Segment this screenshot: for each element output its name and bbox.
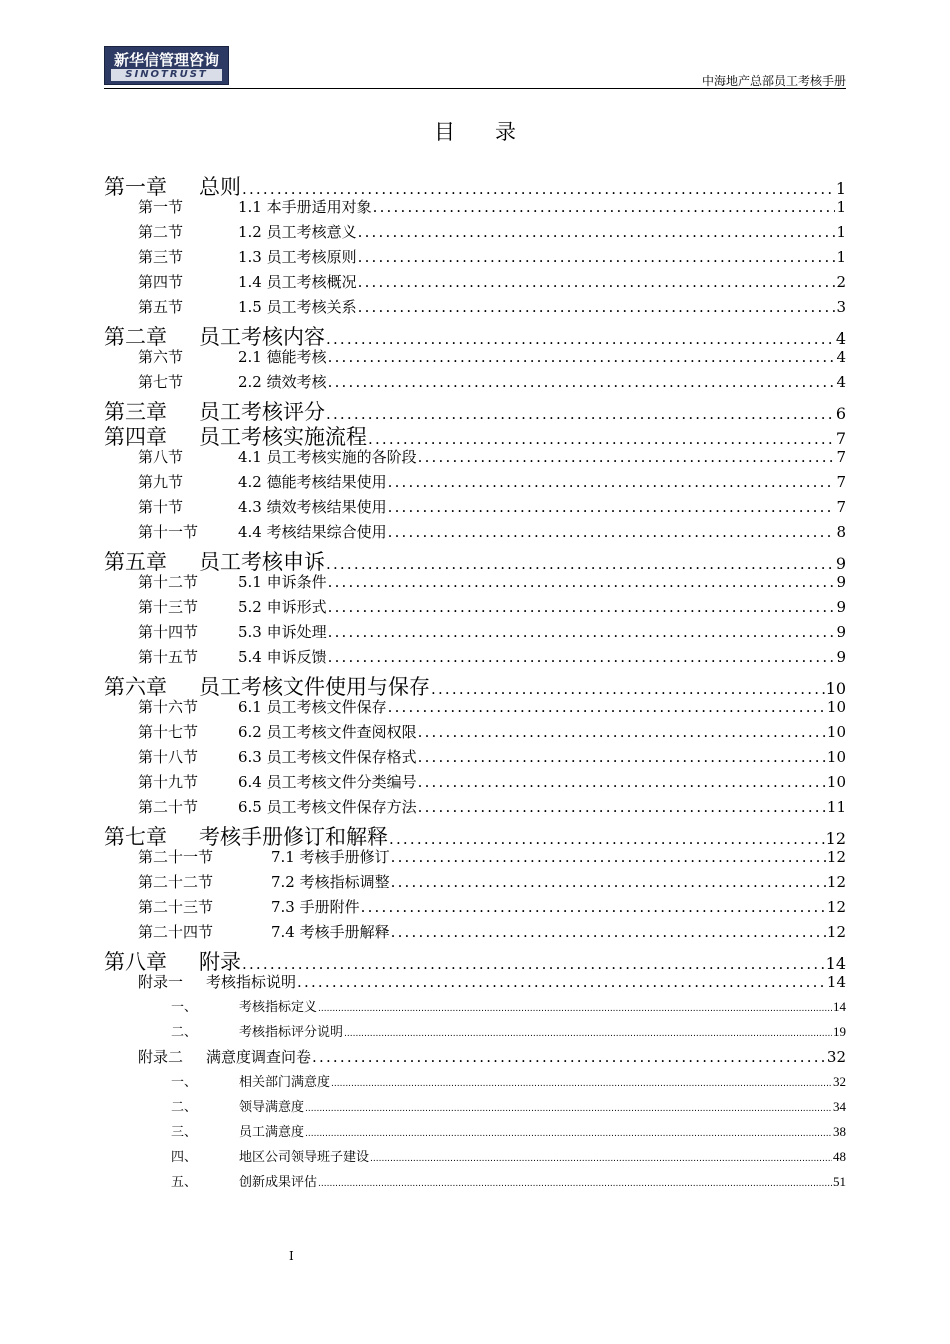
toc-entry-page: 9 bbox=[836, 623, 846, 641]
toc-entry-page: 7 bbox=[836, 498, 846, 516]
toc-entry-number: 第二十三节 bbox=[138, 898, 214, 916]
toc-dot-leader bbox=[370, 1154, 832, 1164]
toc-entry-number: 第十二节 bbox=[138, 573, 199, 591]
toc-entry-section[interactable] bbox=[138, 846, 846, 867]
toc-dot-leader bbox=[358, 248, 836, 266]
toc-entry-title: 满意度调查问卷 bbox=[206, 1048, 312, 1066]
toc-dot-leader bbox=[418, 748, 826, 766]
toc-dot-leader bbox=[358, 223, 836, 241]
toc-entry-section[interactable] bbox=[138, 471, 846, 492]
toc-entry-page: 32 bbox=[833, 1074, 846, 1089]
toc-entry-sub[interactable] bbox=[171, 1121, 846, 1140]
toc-entry-section[interactable] bbox=[138, 921, 846, 942]
toc-entry-page: 12 bbox=[826, 873, 846, 891]
toc-entry-page: 11 bbox=[826, 798, 846, 816]
toc-dot-leader bbox=[328, 648, 836, 666]
toc-dot-leader bbox=[388, 698, 826, 716]
toc-entry-page: 10 bbox=[826, 698, 846, 716]
toc-entry-title: 2.1 德能考核 bbox=[238, 348, 327, 366]
toc-entry-title: 员工考核内容 bbox=[199, 325, 325, 349]
toc-entry-number: 第四章 bbox=[104, 425, 167, 449]
toc-entry-number: 第十八节 bbox=[138, 748, 199, 766]
toc-entry-page: 10 bbox=[826, 773, 846, 791]
toc-dot-leader bbox=[418, 773, 826, 791]
toc-entry-page: 51 bbox=[833, 1174, 846, 1189]
toc-entry-number: 第十六节 bbox=[138, 698, 199, 716]
toc-entry-page: 7 bbox=[835, 429, 846, 448]
toc-entry-title: 7.1 考核手册修订 bbox=[271, 848, 390, 866]
toc-dot-leader bbox=[388, 473, 836, 491]
toc-entry-number: 第八章 bbox=[104, 950, 167, 974]
toc-dot-leader bbox=[373, 198, 836, 216]
toc-entry-number: 第四节 bbox=[138, 273, 184, 291]
toc-entry-title: 考核指标定义 bbox=[239, 1000, 318, 1015]
toc-entry-number: 第五章 bbox=[104, 550, 167, 574]
toc-dot-leader bbox=[305, 1104, 832, 1114]
toc-entry-number: 第十四节 bbox=[138, 623, 199, 641]
toc-entry-number: 第九节 bbox=[138, 473, 184, 491]
toc-entry-page: 48 bbox=[833, 1149, 846, 1164]
toc-entry-number: 第七节 bbox=[138, 373, 184, 391]
toc-entry-number: 第十一节 bbox=[138, 523, 199, 541]
toc-entry-title: 6.5 员工考核文件保存方法 bbox=[238, 798, 417, 816]
toc-entry-page: 19 bbox=[833, 1024, 846, 1039]
toc-entry-section[interactable] bbox=[138, 271, 846, 292]
toc-entry-title: 员工考核评分 bbox=[199, 400, 325, 424]
logo-text-chinese: 新华信管理咨询 bbox=[113, 51, 219, 69]
toc-entry-title: 4.2 德能考核结果使用 bbox=[238, 473, 387, 491]
toc-entry-section[interactable] bbox=[138, 296, 846, 317]
toc-dot-leader bbox=[297, 973, 826, 991]
toc-entry-number: 第十五节 bbox=[138, 648, 199, 666]
toc-entry-page: 1 bbox=[836, 248, 846, 266]
toc-entry-number: 第三节 bbox=[138, 248, 184, 266]
toc-dot-leader bbox=[305, 1129, 832, 1139]
toc-entry-title: 4.1 员工考核实施的各阶段 bbox=[238, 448, 417, 466]
toc-dot-leader bbox=[344, 1029, 832, 1039]
toc-dot-leader bbox=[312, 1048, 826, 1066]
toc-dot-leader bbox=[318, 1179, 832, 1189]
toc-entry-number: 第二章 bbox=[104, 325, 167, 349]
toc-entry-section[interactable] bbox=[138, 621, 846, 642]
toc-entry-page: 2 bbox=[836, 273, 846, 291]
toc-entry-title: 员工考核申诉 bbox=[199, 550, 325, 574]
toc-entry-section[interactable] bbox=[138, 721, 846, 742]
toc-entry-appendix[interactable] bbox=[138, 1046, 846, 1067]
toc-dot-leader bbox=[328, 573, 836, 591]
toc-entry-page: 4 bbox=[836, 373, 846, 391]
toc-entry-number: 附录二 bbox=[138, 1048, 184, 1066]
toc-entry-title: 创新成果评估 bbox=[239, 1175, 318, 1190]
toc-entry-title: 5.4 申诉反馈 bbox=[238, 648, 327, 666]
toc-entry-section[interactable] bbox=[138, 871, 846, 892]
toc-entry-title: 考核手册修订和解释 bbox=[199, 825, 388, 849]
toc-entry-page: 34 bbox=[833, 1099, 846, 1114]
toc-entry-section[interactable] bbox=[138, 646, 846, 667]
toc-entry-title: 员工满意度 bbox=[239, 1125, 305, 1140]
toc-entry-page: 14 bbox=[826, 973, 846, 991]
toc-entry-number: 二、 bbox=[171, 1025, 198, 1040]
toc-entry-number: 一、 bbox=[171, 1075, 198, 1090]
toc-entry-number: 五、 bbox=[171, 1175, 198, 1190]
toc-dot-leader bbox=[391, 848, 826, 866]
toc-entry-number: 第二节 bbox=[138, 223, 184, 241]
toc-dot-leader bbox=[418, 723, 826, 741]
toc-entry-number: 第十七节 bbox=[138, 723, 199, 741]
toc-entry-title: 5.3 申诉处理 bbox=[238, 623, 327, 641]
toc-entry-title: 5.2 申诉形式 bbox=[238, 598, 327, 616]
toc-entry-page: 7 bbox=[836, 473, 846, 491]
toc-dot-leader bbox=[358, 298, 836, 316]
toc-entry-number: 第一章 bbox=[104, 175, 167, 199]
toc-entry-number: 四、 bbox=[171, 1150, 198, 1165]
toc-entry-sub[interactable] bbox=[171, 1096, 846, 1115]
toc-entry-section[interactable] bbox=[138, 246, 846, 267]
toc-entry-sub[interactable] bbox=[171, 1021, 846, 1040]
toc-entry-page: 38 bbox=[833, 1124, 846, 1139]
toc-entry-page: 9 bbox=[836, 598, 846, 616]
toc-entry-number: 一、 bbox=[171, 1000, 198, 1015]
toc-dot-leader bbox=[418, 448, 836, 466]
toc-dot-leader bbox=[328, 623, 836, 641]
header-divider bbox=[104, 88, 846, 89]
toc-dot-leader bbox=[391, 923, 826, 941]
toc-dot-leader bbox=[331, 1079, 832, 1089]
toc-entry-section[interactable] bbox=[138, 771, 846, 792]
toc-entry-sub[interactable] bbox=[171, 1071, 846, 1090]
toc-entry-appendix[interactable] bbox=[138, 971, 846, 992]
toc-entry-number: 第十九节 bbox=[138, 773, 199, 791]
toc-entry-title: 领导满意度 bbox=[239, 1100, 305, 1115]
toc-entry-page: 10 bbox=[826, 748, 846, 766]
toc-entry-page: 1 bbox=[836, 198, 846, 216]
toc-entry-page: 1 bbox=[836, 223, 846, 241]
toc-entry-title: 1.1 本手册适用对象 bbox=[238, 198, 372, 216]
toc-entry-title: 1.3 员工考核原则 bbox=[238, 248, 357, 266]
toc-entry-section[interactable] bbox=[138, 896, 846, 917]
toc-entry-sub[interactable] bbox=[171, 1146, 846, 1165]
toc-entry-sub[interactable] bbox=[171, 996, 846, 1015]
toc-entry-section[interactable] bbox=[138, 596, 846, 617]
toc-entry-section[interactable] bbox=[138, 521, 846, 542]
toc-entry-title: 考核指标说明 bbox=[206, 973, 297, 991]
toc-entry-page: 32 bbox=[826, 1048, 846, 1066]
toc-entry-title: 4.3 绩效考核结果使用 bbox=[238, 498, 387, 516]
toc-entry-sub[interactable] bbox=[171, 1171, 846, 1190]
toc-entry-page: 6 bbox=[835, 404, 846, 423]
toc-entry-section[interactable] bbox=[138, 346, 846, 367]
toc-entry-number: 第六节 bbox=[138, 348, 184, 366]
toc-entry-title: 6.2 员工考核文件查阅权限 bbox=[238, 723, 417, 741]
toc-entry-page: 10 bbox=[825, 679, 846, 698]
toc-entry-number: 第二十四节 bbox=[138, 923, 214, 941]
toc-entry-title: 2.2 绩效考核 bbox=[238, 373, 327, 391]
toc-entry-number: 第二十一节 bbox=[138, 848, 214, 866]
toc-entry-section[interactable] bbox=[138, 696, 846, 717]
toc-entry-page: 9 bbox=[836, 573, 846, 591]
toc-entry-page: 3 bbox=[836, 298, 846, 316]
toc-entry-number: 第十节 bbox=[138, 498, 184, 516]
toc-entry-number: 第七章 bbox=[104, 825, 167, 849]
toc-dot-leader bbox=[361, 898, 826, 916]
toc-entry-page: 12 bbox=[826, 898, 846, 916]
toc-entry-title: 地区公司领导班子建设 bbox=[239, 1150, 370, 1165]
toc-dot-leader bbox=[388, 498, 836, 516]
toc-entry-title: 相关部门满意度 bbox=[239, 1075, 331, 1090]
toc-entry-page: 4 bbox=[835, 329, 846, 348]
toc-dot-leader bbox=[328, 598, 836, 616]
toc-entry-title: 7.4 考核手册解释 bbox=[271, 923, 390, 941]
logo-text-english: SINOTRUST bbox=[111, 69, 222, 81]
document-header-title: 中海地产总部员工考核手册 bbox=[701, 74, 846, 88]
toc-entry-page: 14 bbox=[825, 954, 846, 973]
toc-entry-page: 14 bbox=[833, 999, 846, 1014]
toc-entry-page: 8 bbox=[836, 523, 846, 541]
toc-dot-leader bbox=[391, 873, 826, 891]
toc-entry-title: 1.4 员工考核概况 bbox=[238, 273, 357, 291]
toc-entry-section[interactable] bbox=[138, 371, 846, 392]
toc-entry-number: 第六章 bbox=[104, 675, 167, 699]
toc-entry-number: 二、 bbox=[171, 1100, 198, 1115]
toc-entry-page: 12 bbox=[825, 829, 846, 848]
toc-entry-section[interactable] bbox=[138, 746, 846, 767]
toc-dot-leader bbox=[328, 373, 836, 391]
toc-entry-page: 9 bbox=[835, 554, 846, 573]
toc-entry-section[interactable] bbox=[138, 496, 846, 517]
toc-entry-page: 12 bbox=[826, 923, 846, 941]
toc-entry-number: 第八节 bbox=[138, 448, 184, 466]
toc-dot-leader bbox=[328, 348, 836, 366]
toc-entry-page: 4 bbox=[836, 348, 846, 366]
toc-entry-number: 第二十二节 bbox=[138, 873, 214, 891]
toc-entry-title: 7.2 考核指标调整 bbox=[271, 873, 390, 891]
toc-entry-number: 第三章 bbox=[104, 400, 167, 424]
toc-heading: 目录 bbox=[434, 120, 556, 144]
toc-dot-leader bbox=[388, 523, 836, 541]
toc-entry-title: 附录 bbox=[199, 950, 241, 974]
toc-entry-page: 1 bbox=[835, 179, 846, 198]
toc-entry-title: 5.1 申诉条件 bbox=[238, 573, 327, 591]
toc-dot-leader bbox=[358, 273, 836, 291]
toc-entry-title: 7.3 手册附件 bbox=[271, 898, 360, 916]
toc-entry-title: 4.4 考核结果综合使用 bbox=[238, 523, 387, 541]
toc-entry-page: 12 bbox=[826, 848, 846, 866]
toc-entry-number: 三、 bbox=[171, 1125, 198, 1140]
toc-entry-title: 考核指标评分说明 bbox=[239, 1025, 344, 1040]
company-logo bbox=[104, 46, 229, 85]
toc-dot-leader bbox=[318, 1004, 832, 1014]
toc-entry-number: 附录一 bbox=[138, 973, 184, 991]
toc-entry-number: 第五节 bbox=[138, 298, 184, 316]
toc-entry-title: 1.2 员工考核意义 bbox=[238, 223, 357, 241]
toc-entry-title: 1.5 员工考核关系 bbox=[238, 298, 357, 316]
toc-entry-title: 6.4 员工考核文件分类编号 bbox=[238, 773, 417, 791]
toc-entry-page: 10 bbox=[826, 723, 846, 741]
toc-entry-title: 总则 bbox=[199, 175, 241, 199]
toc-entry-number: 第一节 bbox=[138, 198, 184, 216]
toc-entry-number: 第二十节 bbox=[138, 798, 199, 816]
toc-entry-section[interactable] bbox=[138, 446, 846, 467]
toc-entry-page: 9 bbox=[836, 648, 846, 666]
toc-entry-title: 6.3 员工考核文件保存格式 bbox=[238, 748, 417, 766]
toc-entry-section[interactable] bbox=[138, 196, 846, 217]
toc-entry-section[interactable] bbox=[138, 221, 846, 242]
toc-entry-title: 6.1 员工考核文件保存 bbox=[238, 698, 387, 716]
page-number: I bbox=[289, 1249, 294, 1263]
toc-entry-title: 员工考核实施流程 bbox=[199, 425, 367, 449]
toc-entry-page: 7 bbox=[836, 448, 846, 466]
toc-entry-number: 第十三节 bbox=[138, 598, 199, 616]
toc-entry-section[interactable] bbox=[138, 796, 846, 817]
toc-entry-title: 员工考核文件使用与保存 bbox=[199, 675, 430, 699]
toc-dot-leader bbox=[418, 798, 826, 816]
toc-entry-section[interactable] bbox=[138, 571, 846, 592]
